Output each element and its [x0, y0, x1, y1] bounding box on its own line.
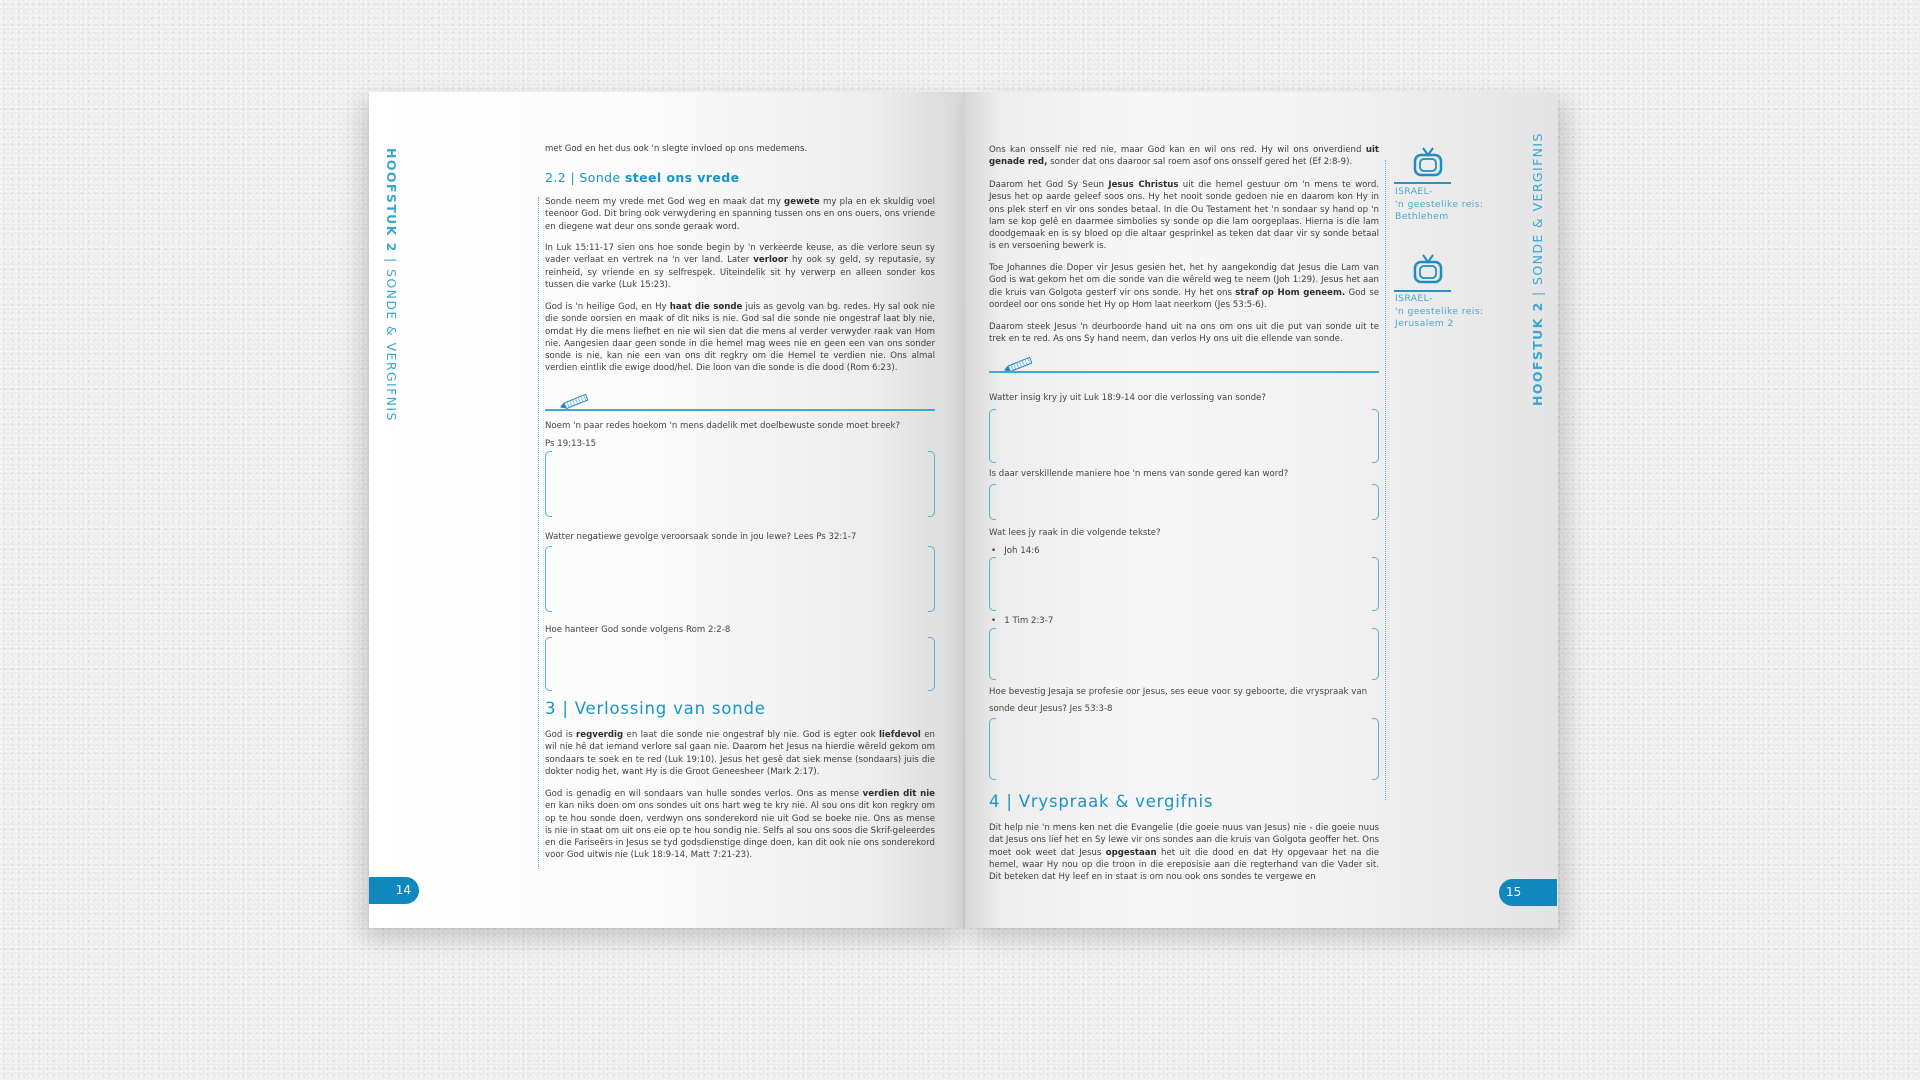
paragraph: Dit help nie 'n mens ken net die Evangelie (die goeie nuus van Jesus) nie - die goeie nuus dat Jesus ons lief het en Sy lewe vir ons sondes aan die kruis van Golgota geoffer het. Ons moet ook weet dat Jesus opgestaan het uit die dood en dat Hy opgevaar het na die hemel, waar Hy nou op die troon in die ereposisie aan die regterhand van die Vader sit. Dit beteken dat Hy leef en in staat is om nou ook ons sondes te vergewe en	[989, 823, 1379, 883]
paragraph: Ons kan onsself nie red nie, maar God kan en wil ons red. Hy wil ons onverdiend uit genade red, sonder dat ons daaroor sal roem asof ons onsself gered het (Ef 2:8-9).	[989, 145, 1379, 168]
question-label: Wat lees jy raak in die volgende tekste?	[989, 528, 1161, 538]
chapter-title: | SONDE & VERGIFNIS	[1530, 132, 1545, 302]
question-reference: Ps 19:13-15	[545, 439, 597, 449]
chapter-running-head-left	[384, 148, 399, 422]
chapter-number: HOOFSTUK 2	[384, 148, 399, 253]
section-heading-2-2	[545, 170, 739, 185]
answer-box[interactable]	[545, 451, 935, 517]
answer-box[interactable]	[989, 628, 1379, 680]
question-label: Noem 'n paar redes hoekom 'n mens dadelik met doelbewuste sonde moet breek?	[545, 421, 901, 431]
page-number-right: 15	[1499, 879, 1557, 906]
sidebar-caption: ISRAEL- 'n geestelike reis: Bethlehem	[1395, 186, 1484, 222]
exercise-divider	[989, 371, 1379, 373]
answer-box[interactable]	[545, 637, 935, 691]
sidebar-caption: ISRAEL- 'n geestelike reis: Jerusalem 2	[1395, 293, 1484, 329]
paragraph: God is 'n heilige God, en Hy haat die sonde juis as gevolg van bg. redes. Hy sal ook nie die sonde oorsien en maak of dit niks is nie. God sal die sonde nie ongestraf laat bly nie, omdat Hy die mens liefhet en nie wil sien dat die mens al verder verwyder raak van Hom nie. Aangesien daar geen sonde in die hemel mag wees nie en geen een van ons sonder sonde is nie, kan nie een van ons dit regkry om die Hemel te verdien nie. Ons almal verdien eintlik die ewige dood/hel. Die loon van die sonde is die dood (Rom 6:23).	[545, 302, 935, 374]
exercise-divider	[545, 409, 935, 411]
paragraph: In Luk 15:11-17 sien ons hoe sonde begin by 'n verkeerde keuse, as die verlore seun sy vader verlaat en vertrek na 'n ver land. Later verloor hy ook sy geld, sy reputasie, sy reinheid, sy vriende en sy selfrespek. Uiteindelik sit hy verwerp en alleen sonder kos tussen die varke (Luk 15:23).	[545, 243, 935, 290]
intro-line: met God en het dus ook 'n slegte invloed op ons medemens.	[545, 144, 808, 154]
answer-box[interactable]	[989, 718, 1379, 780]
sidebar-rule	[1394, 182, 1451, 184]
paragraph: Toe Johannes die Doper vir Jesus gesien het, het hy aangekondig dat Jesus die Lam van God is wat gekom het om die sonde van die wêreld weg te neem (Joh 1:29). Jesus het aan die kruis van Golgota gesterf vir ons sonde. Hy het ons straf op Hom geneem. God se oordeel oor ons sonde het Hy op Hom laat neerkom (Jes 53:5-6).	[989, 263, 1379, 310]
question-label: Watter insig kry jy uit Luk 18:9-14 oor die verlossing van sonde?	[989, 393, 1266, 403]
margin-dotted-rule	[538, 197, 539, 869]
chapter-title: | SONDE & VERGIFNIS	[384, 252, 399, 422]
paragraph: Daarom het God Sy Seun Jesus Christus uit die hemel gestuur om 'n mens te word. Jesus het op aarde geleef soos ons. Hy het nooit sonde gedoen nie en daarom kon Hy in ons plek sterf en vir ons sondes betaal. In die Ou Testament het 'n sondaar sy hand op 'n lam se kop gelê en daarmee simbolies sy sonde op die lam oorgeplaas. Hierna is die lam doodgemaak en is sy bloed op die altaar gesprinkel as teken dat daar vir sy sonde betaal is en versoening bewerk is.	[989, 180, 1380, 252]
question-label: sonde deur Jesus? Jes 53:3-8	[989, 704, 1113, 714]
tv-icon	[1413, 253, 1443, 287]
paragraph: God is regverdig en laat die sonde nie ongestraf bly nie. God is egter ook liefdevol en wil nie hê dat iemand verlore sal gaan nie. Daarom het Jesus na hierdie wêreld gekom om sondaars te soek en te red (Luk 19:10). Jesus het gesê dat siek mense (sondaars) juis die dokter nodig het, want Hy is die Groot Geneesheer (Mark 2:17).	[545, 730, 935, 777]
sidebar-rule	[1394, 290, 1451, 292]
question-label: Hoe hanteer God sonde volgens Rom 2:2-8	[545, 625, 731, 635]
answer-box[interactable]	[989, 557, 1379, 611]
answer-box[interactable]	[989, 409, 1379, 463]
bullet-item: • 1 Tim 2:3-7	[991, 616, 1054, 626]
heading-prefix: 2.2 | Sonde	[545, 170, 625, 185]
paragraph: God is genadig en wil sondaars van hulle sondes verlos. Ons as mense verdien dit nie en kan niks doen om ons sondes uit ons hart weg te kry nie. Al sou ons dit kon regkry om op te hou sonde doen, verdwyn ons sonderekord nie uit God se boeke nie. Ons as mense is nie in staat om uit ons eie op te hou sondig nie. Selfs al sou ons soos die Skrif-geleerdes en die Fariseërs in Jesus se tyd godsdienstige dinge doen, kan dit ook nie ons sonderekord voor God uitwis nie (Luk 18:9-14, Matt 7:21-23).	[545, 789, 936, 861]
chapter-running-head-right	[1530, 132, 1545, 406]
heading-bold: steel ons vrede	[624, 170, 740, 185]
section-heading-4: 4 | Vryspraak & vergifnis	[989, 792, 1214, 811]
section-heading-3: 3 | Verlossing van sonde	[545, 699, 766, 718]
answer-box[interactable]	[989, 484, 1379, 520]
bullet-item: • Joh 14:6	[991, 546, 1040, 556]
paragraph: Daarom steek Jesus 'n deurboorde hand uit na ons om ons uit die put van sonde uit te trek en te red. As ons Sy hand neem, dan verlos Hy ons uit die ellende van sonde.	[989, 322, 1379, 345]
question-label: Hoe bevestig Jesaja se profesie oor Jesus, ses eeue voor sy geboorte, die vryspraak van	[989, 687, 1368, 697]
page-number-left: 14	[369, 877, 419, 904]
question-label: Watter negatiewe gevolge veroorsaak sonde in jou lewe? Lees Ps 32:1-7	[545, 532, 857, 542]
paragraph: Sonde neem my vrede met God weg en maak dat my gewete my pla en ek skuldig voel teenoor God. Dit bring ook verwydering en spanning tussen ons en ons ouers, ons vriende en diegene wat deur ons sonde geraak word.	[545, 197, 936, 232]
sidebar-dotted-rule	[1385, 160, 1386, 800]
answer-box[interactable]	[545, 546, 935, 612]
question-label: Is daar verskillende maniere hoe 'n mens van sonde gered kan word?	[989, 469, 1289, 479]
tv-icon	[1413, 146, 1443, 180]
chapter-number: HOOFSTUK 2	[1530, 301, 1545, 406]
book-gutter	[963, 92, 965, 928]
